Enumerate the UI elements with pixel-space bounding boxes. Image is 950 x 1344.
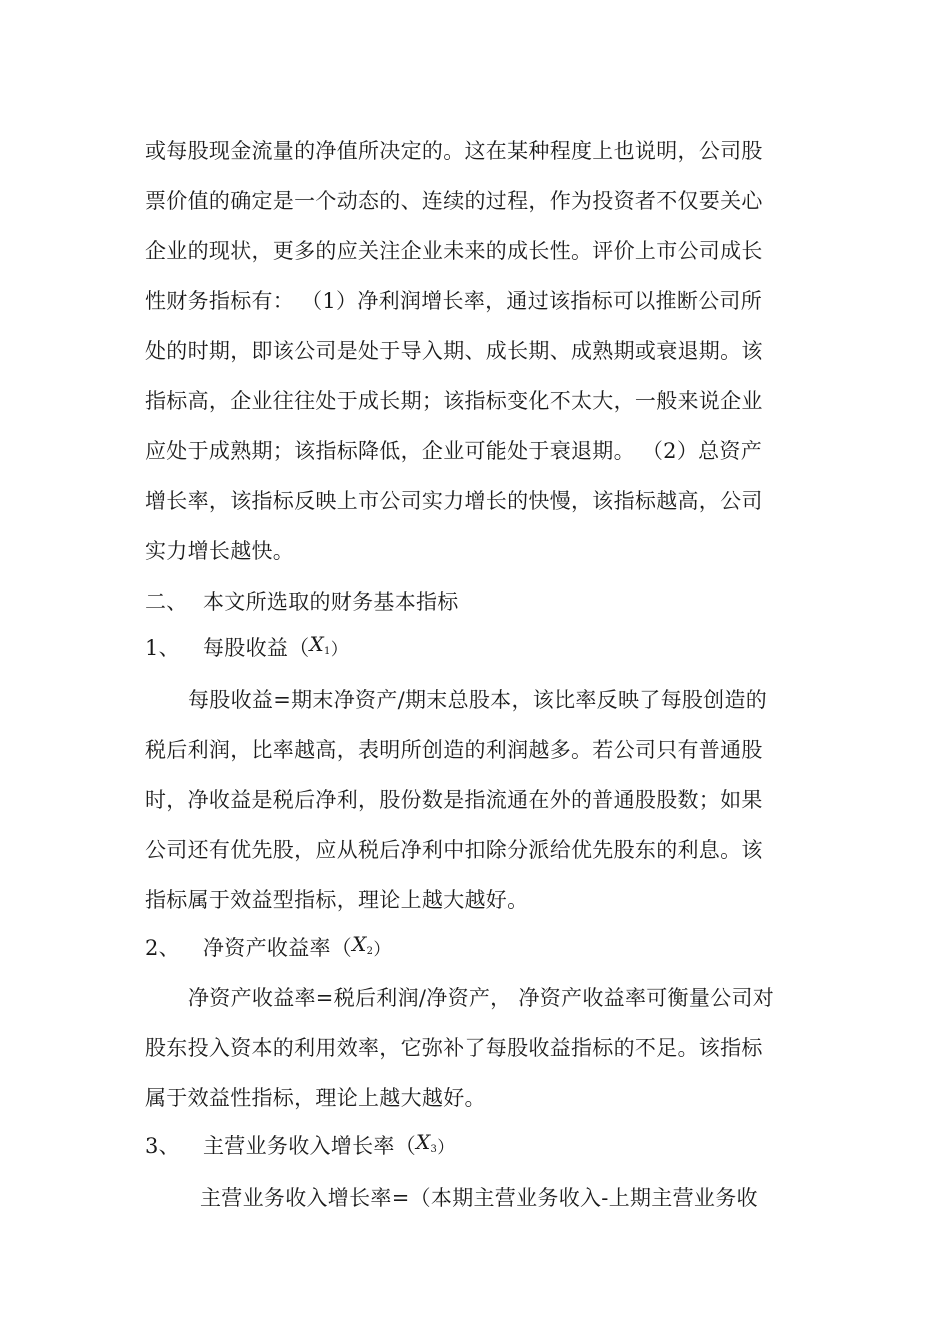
- paragraph-line: 增长率，该指标反映上市公司实力增长的快慢，该指标越高，公司: [145, 489, 763, 513]
- paragraph-line: 指标属于效益型指标，理论上越大越好。: [145, 888, 529, 912]
- paragraph-line: 属于效益性指标，理论上越大越好。: [145, 1086, 486, 1110]
- paragraph-line: 税后利润，比率越高，表明所创造的利润越多。若公司只有普通股: [145, 738, 763, 762]
- math-variable: $X_1$: [309, 632, 331, 657]
- paragraph-line: 公司还有优先股，应从税后净利中扣除分派给优先股东的利息。该: [145, 838, 763, 862]
- paragraph-line: 票价值的确定是一个动态的、连续的过程，作为投资者不仅要关心: [145, 189, 763, 213]
- item-number: 3、: [145, 1134, 180, 1158]
- item-heading: 3、 主营业务收入增长率$(X_3)$: [145, 1130, 455, 1158]
- section-heading: [145, 588, 459, 616]
- paragraph-line: 应处于成熟期；该指标降低，企业可能处于衰退期。 （2）总资产: [145, 439, 763, 463]
- section-title: 本文所选取的财务基本指标: [203, 590, 459, 614]
- paragraph-line: 指标高，企业往往处于成长期；该指标变化不太大，一般来说企业: [145, 389, 763, 413]
- item-heading: 1、 每股收益$(X_1)$: [145, 632, 349, 660]
- math-variable: $X_2$: [352, 932, 374, 957]
- paragraph-line: 每股收益=期末净资产/期末总股本，该比率反映了每股创造的: [188, 688, 768, 712]
- section-number: 二、: [145, 590, 188, 614]
- item-title: 每股收益（: [203, 636, 310, 660]
- paragraph-line: 净资产收益率=税后利润/净资产， 净资产收益率可衡量公司对: [188, 986, 775, 1010]
- math-variable: $X_3$: [416, 1130, 438, 1155]
- item-title: 净资产收益率（: [203, 936, 353, 960]
- paragraph-line: 时，净收益是税后净利，股份数是指流通在外的普通股股数；如果: [145, 788, 763, 812]
- paragraph-line: 实力增长越快。: [145, 539, 295, 563]
- paragraph-line: 企业的现状，更多的应关注企业未来的成长性。评价上市公司成长: [145, 239, 763, 263]
- item-heading: 2、 净资产收益率$(X_2)$: [145, 932, 391, 960]
- paragraph-line: 或每股现金流量的净值所决定的。这在某种程度上也说明，公司股: [145, 139, 763, 163]
- item-number: 1、: [145, 636, 180, 660]
- item-number: 2、: [145, 936, 180, 960]
- paragraph-line: 股东投入资本的利用效率，它弥补了每股收益指标的不足。该指标: [145, 1036, 763, 1060]
- paragraph-line: 主营业务收入增长率=（本期主营业务收入-上期主营业务收: [200, 1186, 758, 1210]
- item-title: 主营业务收入增长率（: [203, 1134, 416, 1158]
- paragraph-line: 性财务指标有： （1）净利润增长率，通过该指标可以推断公司所: [145, 289, 763, 313]
- paragraph-line: 处的时期，即该公司是处于导入期、成长期、成熟期或衰退期。该: [145, 339, 763, 363]
